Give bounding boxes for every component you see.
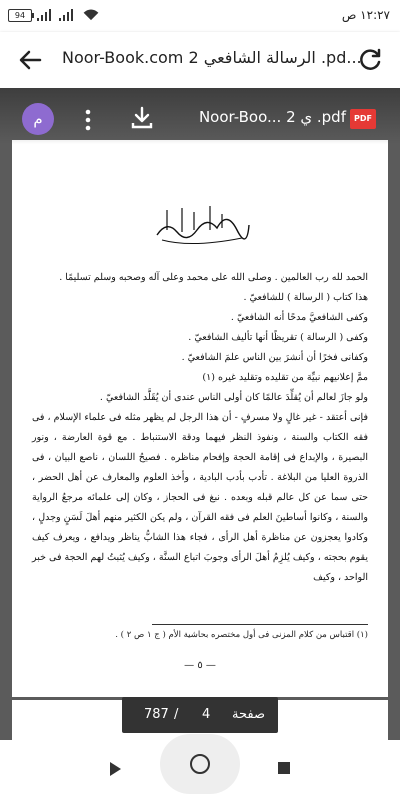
document-title: Noor-Boo... ي 2 .pdf bbox=[198, 108, 346, 126]
page-separator: / bbox=[174, 707, 179, 722]
account-avatar[interactable]: م bbox=[22, 103, 54, 135]
footnote: (١) اقتباس من كلام المزنى فى أول مختصره بحاشية الأم ( ج ١ ص ٢ ) . bbox=[115, 630, 368, 640]
text-line: ولو جازَ لعالم أن يُقلِّدَ عالمًا كان أولى الناس عندى أن يُقَلَّد الشافعيّ . bbox=[99, 392, 368, 403]
battery-level: 94 bbox=[14, 11, 26, 20]
text-line: هذا كتاب ( الرسالة ) للشافعيّ . bbox=[243, 292, 368, 303]
nav-recents-icon[interactable] bbox=[278, 762, 290, 774]
page-total: 787 bbox=[144, 707, 169, 722]
system-nav-bar bbox=[0, 740, 400, 800]
page-label: صفحة bbox=[232, 707, 265, 722]
nav-home-button[interactable] bbox=[160, 734, 240, 794]
text-line: وكفى ( الرسالة ) تقريظًا أنها تأليف الشافعيّ . bbox=[188, 332, 368, 343]
basmala-calligraphy bbox=[152, 200, 252, 250]
pdf-page bbox=[12, 140, 388, 697]
viewer-header bbox=[0, 88, 400, 144]
back-arrow-icon[interactable] bbox=[14, 44, 46, 76]
signal-icon bbox=[36, 9, 52, 21]
text-line: الحمد لله رب العالمين . وصلى الله على محمد وعلى آله وصحبه وسلم تسليمًا . bbox=[59, 272, 368, 283]
signal-icon-2 bbox=[58, 9, 74, 21]
text-line: ممَّ إعلانيهم نبيِّهَ من تقليده وتقليد غيره (١) bbox=[202, 372, 368, 383]
wifi-icon bbox=[82, 9, 100, 21]
page-indicator bbox=[122, 697, 278, 733]
footnote-divider bbox=[152, 624, 368, 625]
nav-back-icon[interactable] bbox=[110, 762, 121, 776]
page-current: 4 bbox=[202, 707, 211, 722]
page-title: Noor-Book.com 2 الرسالة الشافعي .pd... bbox=[62, 48, 362, 67]
status-bar bbox=[0, 0, 400, 32]
app-bar bbox=[0, 32, 400, 88]
pdf-file-icon: PDF bbox=[350, 109, 376, 129]
text-line: وكفى الشافعيَّ مدحًا أنه الشافعيّ . bbox=[230, 312, 368, 323]
page-body-text bbox=[32, 268, 368, 588]
text-paragraph: فإنى أعتقد - غير غالٍ ولا مسرفٍ - أن هذا الرجل لم يظهر مثله فى علماء الإسلام ، فى فقه الكتاب والسنة ، ونفوذ النظر فيهما ودقة الاستنباط . مع قوة العارضة ، ونور البصيرة ، والإبداع فى إقامة الحجة وإفحام مناظره . فصيحُ اللسان ، ناصع البيان ، فى الذروة العليا من البلاغة . تأدب بأدب البادية ، وأخذ العلوم والمعارف عن أهل الحضر ، حتى سما عن كل عالم قبله وبعده . نبغ فى الحجاز ، وكان إلى علمائه مرجعُ الرواية والسنة ، وكانوا أساطينَ العلم فى فقه القرآن ، ولم يكن الكثير منهم أهلَ لَسَنٍ وجدلٍ ، وكادوا يعجزون عن مناظرة أهل الرأى ، فجاء هذا الشابُّ يناظر ويدافع ، ويعرف كيف يقوم بحجته ، وكيف يُلزِمُ أهلَ الرأى وجوبَ اتباع السنَّة ، وكيف يُثبتُ لهم الحجة فى خبر الواحد ، وكيف bbox=[32, 412, 368, 583]
pdf-viewer[interactable] bbox=[0, 88, 400, 740]
download-icon[interactable] bbox=[128, 104, 156, 132]
battery-icon bbox=[8, 9, 32, 22]
clock: ١٢:٢٧ ص bbox=[341, 8, 390, 22]
page-number: — ٥ — bbox=[184, 660, 216, 671]
text-line: وكفانى فخرًا أن أنشرَ بين الناس علمَ الشافعيّ . bbox=[181, 352, 368, 363]
refresh-icon[interactable] bbox=[354, 44, 386, 76]
more-options-icon[interactable] bbox=[78, 106, 98, 134]
home-ring-icon bbox=[190, 754, 210, 774]
